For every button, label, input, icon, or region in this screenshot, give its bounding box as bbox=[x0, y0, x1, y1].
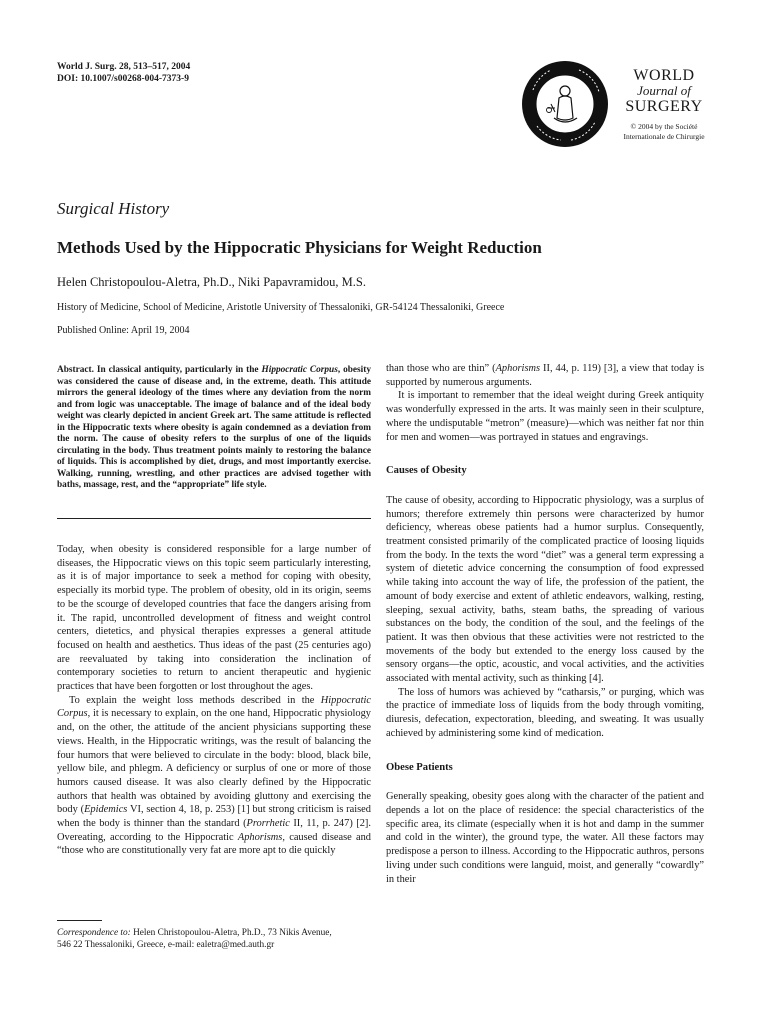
citation-header bbox=[57, 61, 190, 85]
doi-line: DOI: 10.1007/s00268-004-7373-9 bbox=[57, 74, 189, 84]
author-list: Helen Christopoulou-Aletra, Ph.D., Niki Papavramidou, M.S. bbox=[57, 275, 366, 289]
journal-seal-icon bbox=[521, 60, 609, 148]
abstract-divider bbox=[57, 518, 371, 519]
body-paragraph: than those who are thin” (Aphorisms II, 44, p. 119) [3], a view that today is supported by numerous arguments. bbox=[386, 363, 704, 388]
journal-name-block bbox=[617, 68, 711, 142]
body-paragraph: The loss of humors was achieved by “catharsis,” or purging, which was the practice of immediate loss of liquids from the body through vomiting, diuresis, defecation, expectoration, bleeding, and sweating. It was usually achieved by administering some kind of medication. bbox=[386, 686, 704, 739]
body-paragraph: The cause of obesity, according to Hippocratic physiology, was a surplus of humors; therefore extremely thin persons were characterized by humor deficiency, whereas obese patients had a humor surplus. Consequently, treatment consisted primarily of the complicated practice of loosing liquids from the body. In the texts the word “diet” was a general term expressing a system of dietetic advice concerning the consumption of food expressed while taking into account the way of life, the profession of the patient, the amount of body exercise and extent of athletic endeavors, walking, resting, sleeping, sexual activity, baths, steam baths, the spreading of various substances on the body, the condition of the soul, and the feelings of the patient. It was then obvious that these activities were not restricted to the movements of the body but extended to the energy loss caused by the sensory organs—the optic, acoustic, and vocal activities, and the activities associated with mental activity, such as thinking [4]. bbox=[386, 494, 704, 685]
left-body-column bbox=[57, 543, 371, 858]
journal-name-surgery: SURGERY bbox=[625, 98, 703, 115]
body-paragraph: It is important to remember that the ideal weight during Greek antiquity was wonderfully expressed in the arts. It was mainly seen in their sculpture, where the undisputable “metron” (measure)—which was neither fat nor thin for men and women—was portrayed in statues and engravings. bbox=[386, 390, 704, 443]
journal-logo bbox=[521, 60, 711, 150]
section-label: Surgical History bbox=[57, 199, 170, 218]
journal-copyright: © 2004 by the Société Internationale de Chirurgie bbox=[623, 122, 705, 141]
citation-line: World J. Surg. 28, 513–517, 2004 bbox=[57, 62, 191, 72]
journal-name-world: WORLD bbox=[633, 67, 695, 84]
body-paragraph: To explain the weight loss methods described in the Hippocratic Corpus, it is necessary to explain, on the one hand, Hippocratic physiology and, on the other, the attitude of the ancient physicians supporting these views. Health, in the Hippocratic writings, was the result of balancing the four humors that were believed to circulate in the body: blood, black bile, yellow bile, and phlegm. A deficiency or surplus of one or more of those humors caused disease. It was also clearly defined by the Hippocratic authors that health was obtained by avoiding gluttony and exercising the body (Epidemics VI, section 4, 18, p. 253) [1] but strong criticism is raised when the body is thinner than the standard (Prorrhetic II, 11, p. 247) [2]. Overeating, according to the Hippocratic Aphorisms, caused disease and “those who are constitutionally very fat are more apt to die quickly bbox=[57, 694, 372, 857]
affiliation: History of Medicine, School of Medicine, Aristotle University of Thessaloniki, GR-54124 Thessaloniki, Greece bbox=[57, 302, 505, 313]
footnote-divider bbox=[57, 920, 102, 921]
body-paragraph: Today, when obesity is considered responsible for a large number of diseases, the Hippocratic views on this topic seem particularly interesting, as it is of major importance to seek a method for coping with obesity, especially its morbid type. The problem of obesity, old in its origin, seems to be the scourge of developed countries that face the dangers arising from it. The rapid, uncontrolled development of fitness and weight control centers, dietetics, and physical therapies expresses a general attitude focused on health and aesthetics. Thus ideas of the past (25 centuries ago) are reevaluated by taking into consideration the inclination of contemporary societies to return to ancient therapeutic and hygienic practices that have been forgotten or lost throughout the ages. bbox=[57, 544, 371, 693]
body-paragraph: Generally speaking, obesity goes along with the character of the patient and depends a lot on the place of residence: the special characteristics of the specific area, its climate (especially when it is hot and damp in the summer and cold in the winter), the ground type, the water. All these factors may predispose a person to illness. According to the Hippocratic authros, persons living under such conditions were languid, moist, and generally “cowardly” in their bbox=[386, 791, 704, 885]
journal-name-of: Journal of bbox=[637, 83, 691, 98]
section-heading-obese-patients: Obese Patients bbox=[386, 761, 453, 773]
section-heading-causes: Causes of Obesity bbox=[386, 465, 467, 477]
correspondence-footnote: Correspondence to: Helen Christopoulou-Aletra, Ph.D., 73 Nikis Avenue, 546 22 Thessaloniki, Greece, e-mail: ealetra@med.auth.gr bbox=[57, 928, 332, 950]
abstract: Abstract. In classical antiquity, particularly in the Hippocratic Corpus, obesity was considered the cause of disease and, in the extreme, death. This attitude mirrors the general ideology of the times where any deviation from the norm and from logic was unacceptable. The image of balance and of the ideal body weight was clearly depicted in ancient Greek art. The same attitude is reflected in the Hippocratic texts where obesity is again condemned as a deviation from the norm. The cause of obesity refers to the surplus of one of the liquids circulating in the body. Thus treatment points mainly to restoring the balance of liquids. This is accomplished by diet, drugs, and most importantly exercise. Walking, running, wrestling, and other practices are advised together with baths, massage, rest, and the “appropriate” life style. bbox=[57, 365, 371, 490]
article-title: Methods Used by the Hippocratic Physicians for Weight Reduction bbox=[57, 238, 542, 257]
published-date: Published Online: April 19, 2004 bbox=[57, 325, 190, 336]
right-body-column bbox=[386, 362, 704, 886]
